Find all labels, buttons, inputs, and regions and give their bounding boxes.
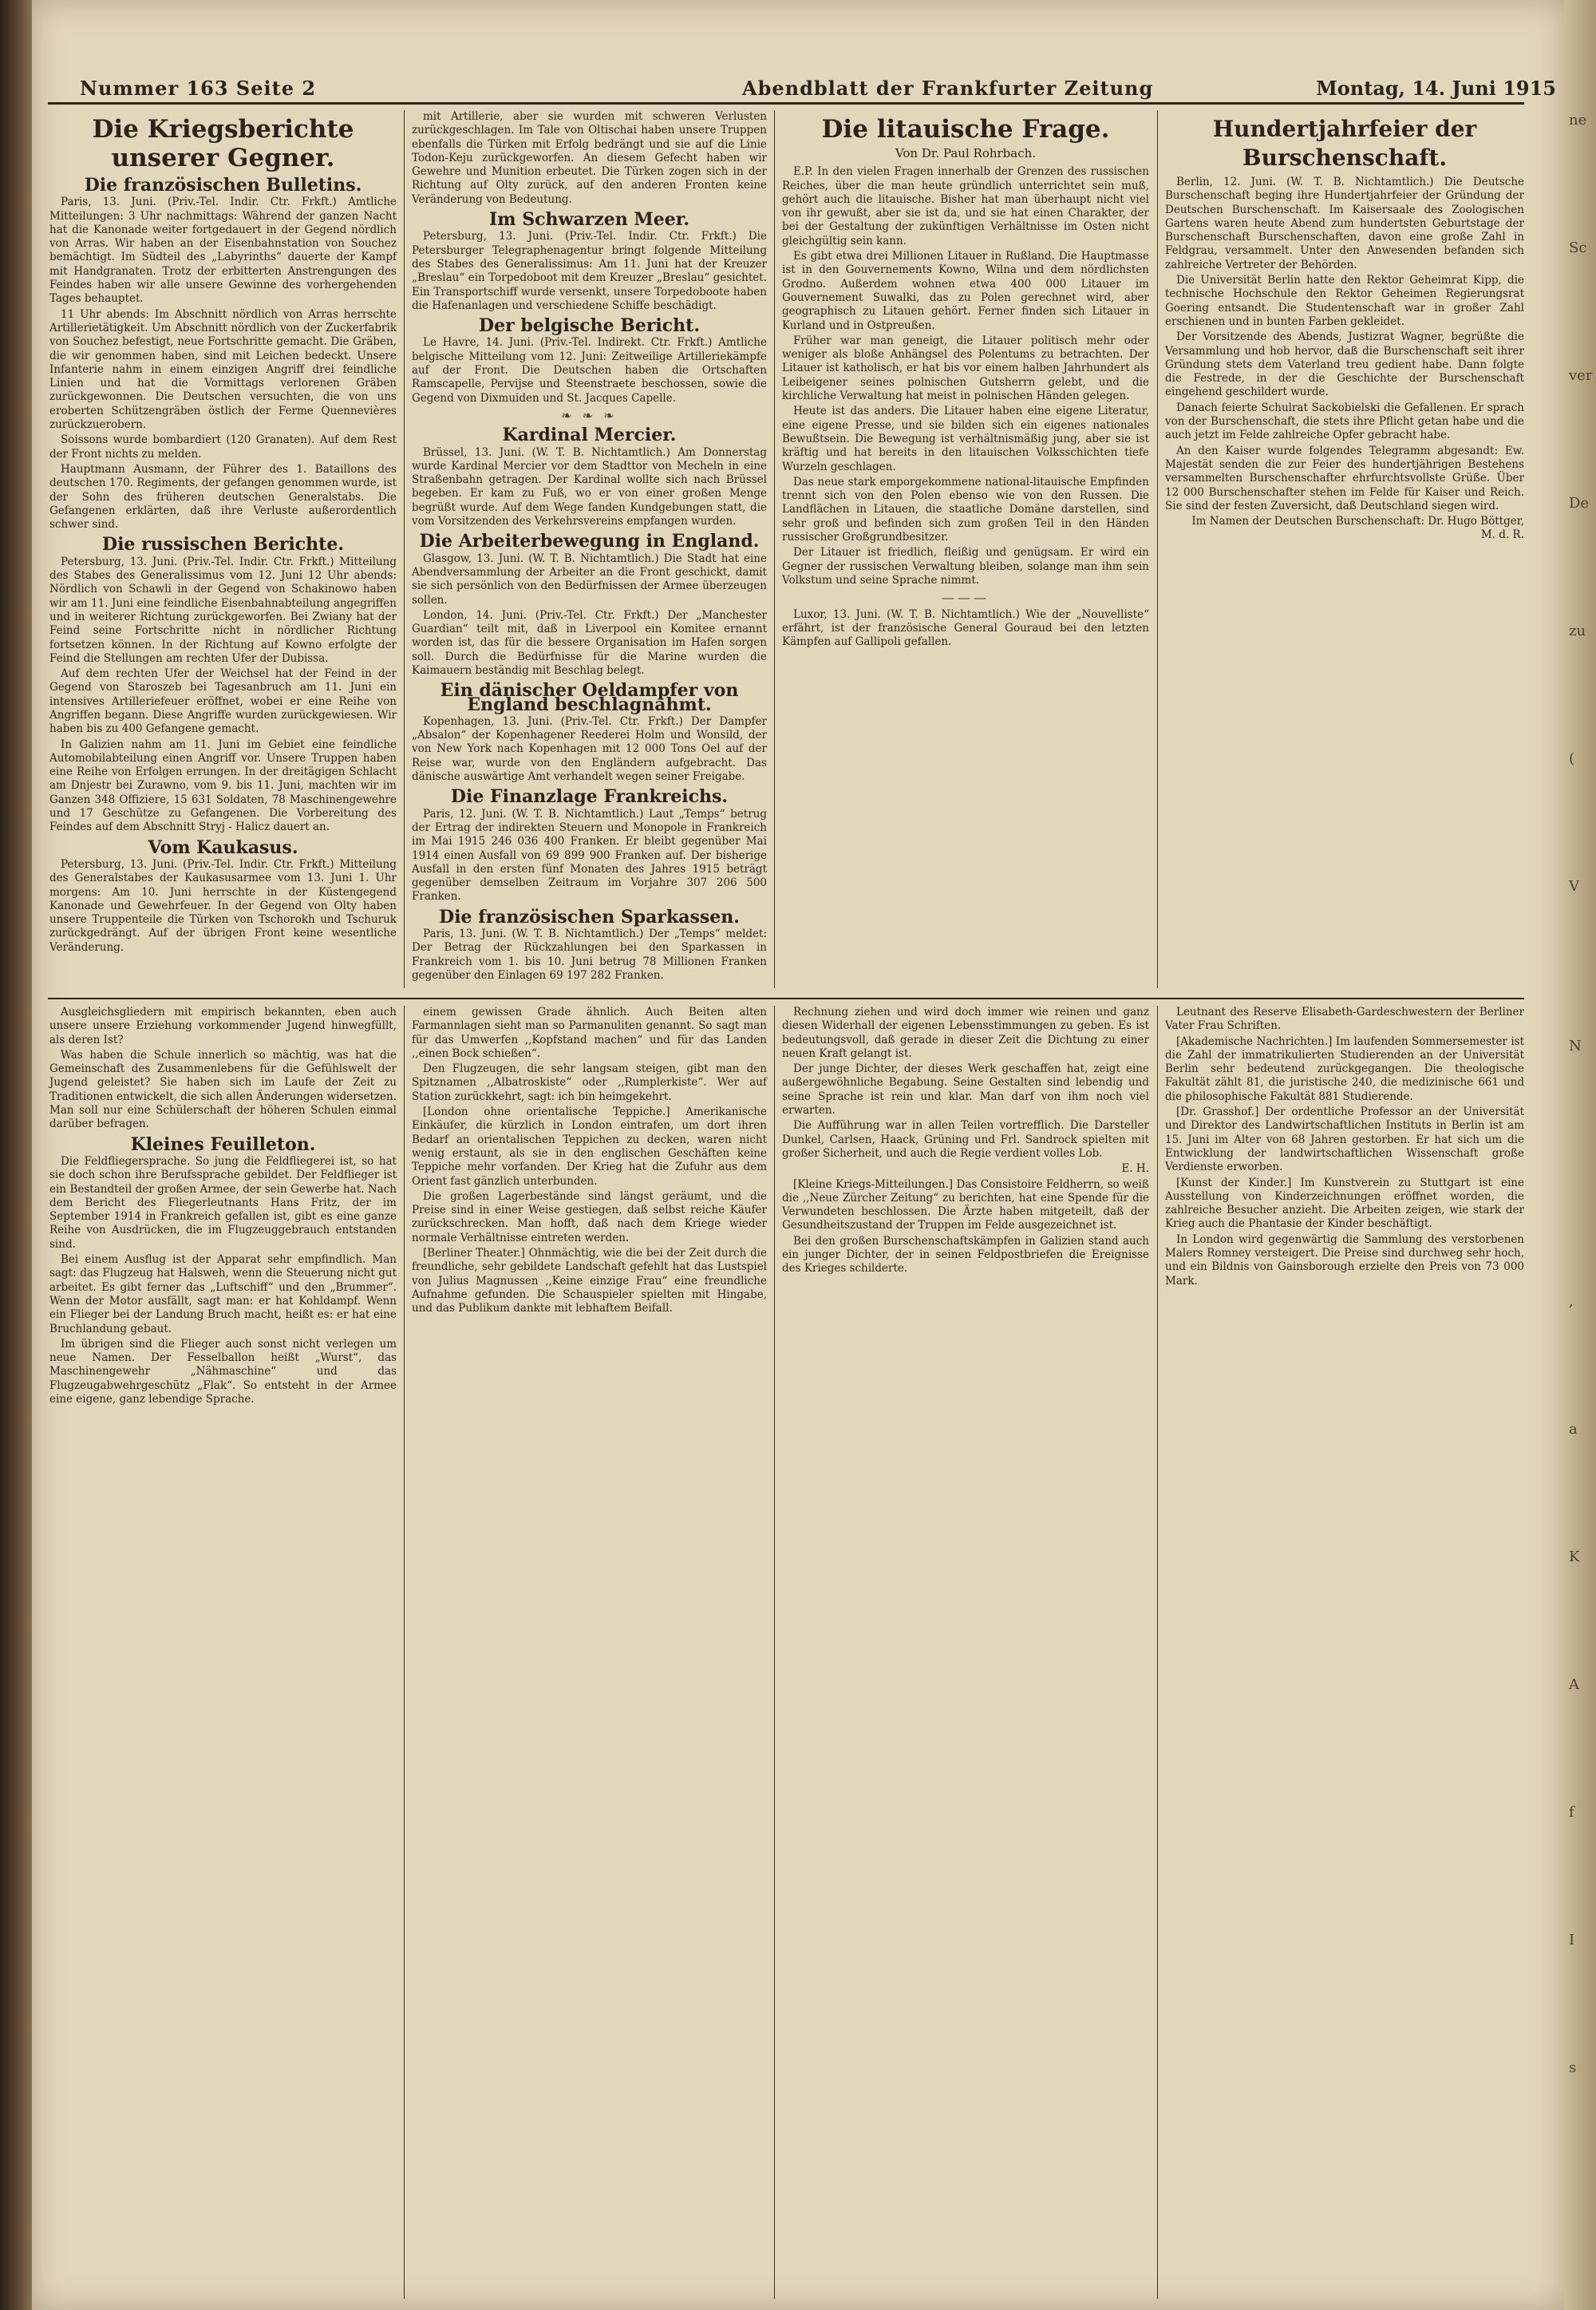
- feuilleton-column-2: [412, 1006, 767, 1318]
- feuilleton-column-3: [782, 1006, 1149, 1278]
- signature: E. H.: [1121, 1162, 1149, 1176]
- edge-text-fragment: K: [1569, 1549, 1580, 1565]
- paragraph: Hauptmann Ausmann, der Führer des 1. Bataillons des deutschen 170. Regiments, der gefangen genommen wurde, ist der Sohn des früheren deutschen Generalstabs. Die Gefangenen erklärten, daß ihre Verluste außerordentlich schwer sind.: [49, 462, 397, 532]
- column-divider: [404, 110, 405, 988]
- feuilleton-column-4: [1165, 1006, 1524, 1290]
- paragraph: Die Feldfliegersprache. So jung die Feldfliegerei ist, so hat sie doch schon ihre Berufssprache gebildet. Der Feldflieger ist ein Bestandteil der großen Armee, der sein Gewerbe hat. Nach dem Bericht des Fliegerleutnants Hans Fritz, der im September 1914 in Frankreich gefallen ist, gibt es eine ganze Reihe von Ausdrücken, die im Flugzeuggebrauch entstanden sind.: [49, 1154, 397, 1251]
- edge-text-fragment: N: [1569, 1038, 1582, 1054]
- paragraph: An den Kaiser wurde folgendes Telegramm abgesandt: Ew. Majestät senden die zur Feier des hundertjährigen Bestehens versammelten Burschenschafter ehrfurchtsvollste Grüße. Über 12 000 Burschenschafter stehen im Felde für Kaiser und Reich. Sie sind der festen Zuversicht, daß Deutschland siegen wird.: [1165, 444, 1524, 512]
- paragraph: [Dr. Grasshof.] Der ordentliche Professor an der Universität und Direktor des Landwirtschaftlichen Instituts in Berlin ist am 15. Juni im Alter von 68 Jahren gestorben. Er hat sich um die Entwicklung der landwirtschaftlichen Wissenschaft große Verdienste erworben.: [1165, 1106, 1524, 1174]
- paragraph: [London ohne orientalische Teppiche.] Amerikanische Einkäufer, die kürzlich in London eintrafen, um dort ihren Bedarf an orientalischen Teppichen zu decken, waren nicht wenig erstaunt, als sie in den englischen Geschäften keine Teppiche mehr vorfanden. Der Krieg hat die Zufuhr aus dem Orient fast gänzlich unterbunden.: [412, 1106, 767, 1188]
- section-heading: Kardinal Mercier.: [502, 425, 677, 446]
- section-heading: Im Schwarzen Meer.: [488, 209, 689, 231]
- author-byline: Von Dr. Paul Rohrbach.: [895, 146, 1037, 160]
- paragraph: Auf dem rechten Ufer der Weichsel hat der Feind in der Gegend von Staroszeb bei Tagesanbruch am 11. Juni ein intensives Artilleriefeuer eröffnet, wobei er eine Reihe von Angriffen begann. Diese Angriffe wurden zurückgewiesen. Wir haben bis zu 400 Gefangene gemacht.: [49, 667, 397, 736]
- section-heading: Ein dänischer Oeldampfer von England beschlagnahmt.: [440, 680, 739, 715]
- paragraph: Danach feierte Schulrat Sackobielski die Gefallenen. Er sprach von der Burschenschaft, die stets ihre Pflicht getan habe und die auch jetzt im Felde zahlreiche Opfer gebracht habe.: [1165, 401, 1524, 442]
- section-heading: Die Arbeiterbewegung in England.: [419, 531, 760, 552]
- column-war-reports: [49, 110, 397, 956]
- paragraph: einem gewissen Grade ähnlich. Auch Beiten alten Farmannlagen sieht man so Parmanuliten genannt. So sagt man für das Umwerfen ,,Kopfstand machen“ und für das Landen ,,einen Bock schießen“.: [412, 1006, 767, 1060]
- paragraph: Brüssel, 13. Juni. (W. T. B. Nichtamtlich.) Am Donnerstag wurde Kardinal Mercier vor dem Stadttor von Mecheln in eine Straßenbahn getragen. Der Kardinal wollte sich nach Brüssel begeben. Er kam zu Fuß, wo er von einer großen Menge begrüßt wurde. Auf dem Wege fanden Kundgebungen statt, die vom Vorsitzenden des Verkehrsvereins empfangen wurden.: [412, 445, 767, 528]
- newspaper-title: Abendblatt der Frankfurter Zeitung: [742, 77, 1154, 100]
- section-heading: Der belgische Bericht.: [479, 315, 700, 337]
- paragraph: Heute ist das anders. Die Litauer haben eine eigene Literatur, eine eigene Presse, und sie bilden sich ein eigenes nationales Bewußtsein. Die Bewegung ist verhältnismäßig jung, aber sie ist kräftig und hat bereits in den litauischen Volksschichten tiefe Wurzeln geschlagen.: [782, 405, 1149, 473]
- article-headline: Die litauische Frage.: [821, 115, 1110, 144]
- section-heading: Die Finanzlage Frankreichs.: [450, 786, 729, 808]
- paragraph: Leutnant des Reserve Elisabeth-Gardeschwestern der Berliner Vater Frau Schriften.: [1165, 1006, 1524, 1033]
- page-number: Nummer 163 Seite 2: [80, 77, 317, 100]
- paragraph: Petersburg, 13. Juni. (Priv.-Tel. Indir. Ctr. Frkft.) Mitteilung des Stabes des Generalissimus vom 12. Juni 12 Uhr abends: Nördlich von Schawli in der Gegend von Schakinowo haben wir am 11. Juni eine feindliche Eisenbahnabteilung angegriffen und in weiterer Richtung zurückgeworfen. Bei Zwiany hat der Feind seine Fortschritte nicht in nördlicher Richtung fortsetzen können. In der Richtung auf Kowno erfolgte der Feind die Stellungen am rechten Ufer der Dubissa.: [49, 555, 397, 665]
- paragraph: Rechnung ziehen und wird doch immer wie reinen und ganz diesen Widerhall der eigenen Lebensstimmungen zu geben. Es ist bedeutungsvoll, daß gerade in dieser Zeit die Dichtung zu einer neuen Kraft gelangt ist.: [782, 1006, 1149, 1060]
- paragraph: Paris, 12. Juni. (W. T. B. Nichtamtlich.) Laut „Temps“ betrug der Ertrag der indirekten Steuern und Monopole in Frankreich im Mai 1915 246 036 400 Franken. Er bleibt gegenüber Mai 1914 einen Ausfall von 69 899 900 Franken auf. Der bisherige Ausfall in den ersten fünf Monaten des Jahres 1915 beträgt gegenüber demselben Zeitraum im Vorjahre 307 206 500 Franken.: [412, 807, 767, 904]
- paragraph: Was haben die Schule innerlich so mächtig, was hat die Gemeinschaft des Zusammenlebens für die Gefühlswelt der Jugend geleistet? Sie haben sich im Laufe der Zeit zu Traditionen entwickelt, die sich allen Änderungen widersetzen. Man soll nur eine Schülerschaft der höheren Schulen einmal darüber befragen.: [49, 1048, 397, 1131]
- edge-text-fragment: ne: [1569, 112, 1587, 129]
- column-lithuanian-question: [782, 110, 1149, 651]
- newspaper-page: [32, 0, 1564, 2310]
- paragraph: Den Flugzeugen, die sehr langsam steigen, gibt man den Spitznamen ,,Albatroskiste“ oder ,,Rumplerkiste“. Wer auf Station zurückkehrt, sagt: ich bin heimgekehrt.: [412, 1062, 767, 1103]
- edge-text-fragment: a: [1569, 1421, 1578, 1438]
- paragraph: Die Aufführung war in allen Teilen vortrefflich. Die Darsteller Dunkel, Carlsen, Haack, Grüning und Frl. Sandrock spielten mit großer Sicherheit, und auch die Regie verdient volles Lob.: [782, 1119, 1149, 1160]
- paragraph: Der Litauer ist friedlich, fleißig und genügsam. Er wird ein Gegner der russischen Verwaltung bleiben, solange man ihm sein Volkstum und seine Sprache nimmt.: [782, 546, 1149, 587]
- ornament-divider: ———: [942, 590, 990, 606]
- edge-text-fragment: (: [1569, 750, 1575, 767]
- paragraph: Glasgow, 13. Juni. (W. T. B. Nichtamtlich.) Die Stadt hat eine Abendversammlung der Arbeiter an die Front geschickt, damit sie sich persönlich von den Bedürfnissen der Armee überzeugen sollen.: [412, 552, 767, 607]
- paragraph: Der Vorsitzende des Abends, Justizrat Wagner, begrüßte die Versammlung und hob hervor, daß die Burschenschaft seit ihrer Gründung stets dem Vaterland treu gedient habe. Dann folgte die Festrede, in der die Geschichte der Burschenschaft eingehend geschildert wurde.: [1165, 330, 1524, 399]
- paragraph: Petersburg, 13. Juni. (Priv.-Tel. Indir. Ctr. Frkft.) Mitteilung des Generalstabes der Kaukasusarmee vom 13. Juni 1. Uhr morgens: Am 10. Juni herrschte in der Küstengegend Kanonade und Gewehrfeuer. In der Gegend von Olty haben unsere Truppenteile die Türken von Tschorokh und Tschuruk zurückgedrängt. Auf der übrigen Front keine wesentliche Veränderung.: [49, 857, 397, 954]
- section-heading: Die französischen Sparkassen.: [439, 906, 740, 928]
- column-news: [412, 110, 767, 984]
- paragraph: mit Artillerie, aber sie wurden mit schweren Verlusten zurückgeschlagen. Im Tale von Oltischai haben unsere Truppen ebenfalls die Türken mit Erfolg bedrängt und sie auf die Linie Todon-Keju zurückgeworfen. An diesem Gefecht haben wir Gewehre und Munition erbeutet. Die Türken zogen sich in der Richtung auf Olty zurück, auf den anderen Fronten keine Veränderung von Bedeutung.: [412, 110, 767, 206]
- feuilleton-column-1: [49, 1006, 397, 1408]
- column-burschenschaft: [1165, 110, 1524, 544]
- paragraph: Luxor, 13. Juni. (W. T. B. Nichtamtlich.) Wie der „Nouvelliste“ erfährt, ist der französische General Gouraud bei den letzten Kämpfen auf Gallipoli gefallen.: [782, 607, 1149, 649]
- issue-date: Montag, 14. Juni 1915: [1316, 77, 1556, 100]
- header-rule: [48, 102, 1524, 105]
- paragraph: In Galizien nahm am 11. Juni im Gebiet eine feindliche Automobilabteilung einen Angriff vor. Unsere Truppen haben eine Reihe von Erfolgen errungen. In der dreitägigen Schlacht am Dnjestr bei Zurawno, vom 9. bis 11. Juni, machten wir im Ganzen 348 Offiziere, 15 631 Soldaten, 78 Maschinengewehre und 17 Geschütze zu Gefangenen. Die Vorbereitung des Feindes auf dem Abschnitt Stryj - Halicz dauert an.: [49, 738, 397, 834]
- paragraph: Das neue stark emporgekommene national-litauische Empfinden trennt sich von den Polen ebenso wie von den Russen. Die Landflächen in Litauen, die staatliche Domäne darstellen, sind sehr groß und befinden sich zum großen Teil in den Händen russischer Großgrundbesitzer.: [782, 475, 1149, 544]
- section-heading: Vom Kaukasus.: [148, 837, 298, 858]
- article-headline: Die Kriegsberichte unserer Gegner.: [92, 115, 354, 172]
- masthead: [80, 77, 1556, 105]
- paragraph: [Akademische Nachrichten.] Im laufenden Sommersemester ist die Zahl der immatrikulierten Studierenden an der Universität Berlin sehr bedeutend zurückgegangen. Die theologische Fakultät zählt 81, die juristische 240, die medizinische 661 und die philosophische Fakultät 881 Studierende.: [1165, 1034, 1524, 1103]
- paragraph: [Kleine Kriegs-Mitteilungen.] Das Consistoire Feldherrn, so weiß die ,,Neue Zürcher Zeitung“ zu berichten, hat eine Spende für die Verwundeten beschlossen. Die Ärzte haben mitgeteilt, daß der Gesundheitszustand der Truppen im Felde ausgezeichnet ist.: [782, 1177, 1149, 1232]
- edge-text-fragment: V: [1569, 878, 1579, 895]
- edge-text-fragment: s: [1569, 2059, 1577, 2076]
- paragraph: Es gibt etwa drei Millionen Litauer in Rußland. Die Hauptmasse ist in den Gouvernements Kowno, Wilna und dem nördlichsten Grodno. Außerdem wohnen etwa 400 000 Litauer im Gouvernement Suwalki, das zu Polen gerechnet wird, aber geographisch zu Litauen gehört. Ferner finden sich Litauer in Kurland und in Ostpreußen.: [782, 250, 1149, 332]
- paragraph: [Kunst der Kinder.] Im Kunstverein zu Stuttgart ist eine Ausstellung von Kinderzeichnungen eröffnet worden, die zahlreiche Besucher anzieht. Die Arbeiten zeigen, wie stark der Krieg auch die Phantasie der Kinder beschäftigt.: [1165, 1176, 1524, 1231]
- paragraph: [Berliner Theater.] Ohnmächtig, wie die bei der Zeit durch die freundliche, sehr gebildete Landschaft gefehlt hat das Lustspiel von Julius Magnussen ,,Keine einzige Frau“ eine freundliche Aufnahme gefunden. Die Schauspieler spielten mit Hingabe, und das Publikum dankte mit lebhaftem Beifall.: [412, 1247, 767, 1315]
- paragraph: Bei einem Ausflug ist der Apparat sehr empfindlich. Man sagt: das Flugzeug hat Halsweh, wenn die Steuerung nicht gut arbeitet. Es gibt ferner das „Luftschiff“ und den „Brummer“. Wenn der Motor ausfällt, sagt man: er hat Kohldampf. Wenn ein Flieger bei der Landung Bruch macht, heißt es: er hat eine Bruchlandung gebaut.: [49, 1253, 397, 1335]
- paragraph: Früher war man geneigt, die Litauer politisch mehr oder weniger als bloße Anhängsel des Polentums zu betrachten. Der Litauer ist katholisch, er hat bis vor einem halben Jahrhundert als Leibeigener seines polnischen Gutsherrn gelebt, und die kirchliche Verwaltung hat meist in polnischen Händen gelegen.: [782, 334, 1149, 403]
- edge-text-fragment: zu: [1569, 623, 1586, 639]
- edge-text-fragment: De: [1569, 495, 1590, 512]
- paragraph: Paris, 13. Juni. (Priv.-Tel. Indir. Ctr. Frkft.) Amtliche Mitteilungen: 3 Uhr nachmittags: Während der ganzen Nacht hat die Kanonade weiter fortgedauert in der Gegend nördlich von Arras. Wir haben an der Eisenbahnstation von Souchez bemächtigt. Im Südteil des „Labyrinths“ dauerte der Kampf mit Handgranaten. Trotz der erbitterten Anstrengungen des Feindes haben wir alle unsere Gewinne des vorhergehenden Tages behauptet.: [49, 196, 397, 306]
- paragraph: Le Havre, 14. Juni. (Priv.-Tel. Indirekt. Ctr. Frkft.) Amtliche belgische Mitteilung vom 12. Juni: Zeitweilige Artilleriekämpfe auf der Front. Die Deutschen haben die Ortschaften Ramscapelle, Pervijse und Steenstraete beschossen, sowie die Gegend von Dixmuiden und St. Jacques Capelle.: [412, 336, 767, 405]
- paragraph: 11 Uhr abends: Im Abschnitt nördlich von Arras herrschte Artillerietätigkeit. Um Abschnitt nördlich von der Zuckerfabrik von Souchez befestigt, neue Fortschritte gemacht. Die Gräben, die wir genommen haben, sind mit Leichen bedeckt. Unsere Infanterie nahm in einem einzigen Angriff drei feindliche Linien und hat die Vormittags verlorenen Gräben zurückgewonnen. Die Deutschen versuchten, die von uns eroberten Schützengräben östlich der Ferme Quennevières zurückzuerobern.: [49, 307, 397, 432]
- paragraph: London, 14. Juni. (Priv.-Tel. Ctr. Frkft.) Der „Manchester Guardian“ teilt mit, daß in Liverpool ein Komitee ernannt worden ist, das für die bessere Organisation im Hafen sorgen soll. Durch die Bedürfnisse für die Marine wurden die Kaimauern beständig mit Beschlag belegt.: [412, 608, 767, 677]
- paragraph: In London wird gegenwärtig die Sammlung des verstorbenen Malers Romney versteigert. Die Preise sind durchweg sehr hoch, und ein Bildnis von Gainsborough erzielte den Preis von 73 000 Mark.: [1165, 1232, 1524, 1288]
- edge-text-fragment: Sc: [1569, 239, 1587, 256]
- paragraph: Kopenhagen, 13. Juni. (Priv.-Tel. Ctr. Frkft.) Der Dampfer „Absalon“ der Kopenhagener Reederei Holm und Wonsild, der von New York nach Kopenhagen mit 12 000 Tons Oel auf der Reise war, wurde von den Engländern aufgebracht. Das dänische auswärtige Amt verhandelt wegen seiner Freigabe.: [412, 714, 767, 784]
- section-heading: Die russischen Berichte.: [102, 534, 344, 556]
- paragraph: Die großen Lagerbestände sind längst geräumt, und die Preise sind in einer Weise gestiegen, daß selbst reiche Käufer zurückschrecken. Man hofft, daß nach dem Kriege wieder normale Verhältnisse eintreten werden.: [412, 1189, 767, 1244]
- feuilleton-rule: [48, 998, 1524, 999]
- paragraph: Bei den großen Burschenschaftskämpfen in Galizien stand auch ein junger Dichter, der in seinen Feldpostbriefen die Ereignisse des Krieges schilderte.: [782, 1234, 1149, 1276]
- adjacent-page-edge: [1564, 0, 1596, 2310]
- section-heading: Die französischen Bulletins.: [84, 175, 362, 196]
- edge-text-fragment: A: [1569, 1676, 1579, 1693]
- section-heading: Kleines Feuilleton.: [130, 1133, 316, 1155]
- paragraph: Petersburg, 13. Juni. (Priv.-Tel. Indir. Ctr. Frkft.) Die Petersburger Telegraphenagentur bringt folgende Mitteilung des Stabes des Generalissimus: Am 11. Juni hat der Kreuzer „Breslau“ ein Torpedoboot mit dem Kreuzer „Breslau“ gesichtet. Ein Transportschiff wurde versenkt, unsere Torpedoboote haben die Hafenanlagen und verschiedene Schiffe beschädigt.: [412, 230, 767, 312]
- paragraph: Ausgleichsgliedern mit empirisch bekannten, eben auch unsere unsere Erziehung vorkommender Jugend hinwegfüllt, als deren Ist?: [49, 1006, 397, 1046]
- paragraph: Paris, 13. Juni. (W. T. B. Nichtamtlich.) Der „Temps“ meldet: Der Betrag der Rückzahlungen bei den Sparkassen in Frankreich vom 1. bis 10. Juni betrug 78 Millionen Franken gegenüber den Einlagen 69 197 282 Franken.: [412, 928, 767, 982]
- edge-text-fragment: I: [1569, 1932, 1575, 1948]
- edge-text-fragment: ,: [1569, 1293, 1574, 1310]
- signature: Im Namen der Deutschen Burschenschaft: Dr. Hugo Böttger, M. d. R.: [1191, 515, 1524, 542]
- column-divider: [1157, 1006, 1158, 2299]
- ornament-divider: ❧ ❧ ❧: [561, 407, 618, 423]
- paragraph: E.P. In den vielen Fragen innerhalb der Grenzen des russischen Reiches, über die man heute gründlich unterrichtet sein muß, gehört auch die litauische. Bisher hat man überhaupt nicht viel von ihr gewußt, aber sie ist da, und sie hat einen Charakter, der bei der Gestaltung der zukünftigen Verhältnisse im Osten nicht gleichgültig sein kann.: [782, 165, 1149, 247]
- edge-text-fragment: ver: [1569, 367, 1593, 384]
- article-headline: Hundertjahrfeier der Burschenschaft.: [1212, 116, 1477, 171]
- paragraph: Im übrigen sind die Flieger auch sonst nicht verlegen um neue Namen. Der Fesselballon heißt „Wurst“, das Maschinengewehr „Nähmaschine“ und das Flugzeugabwehrgeschütz „Flak“. So entsteht in der Armee eine eigene, ganz lebendige Sprache.: [49, 1337, 397, 1406]
- column-divider: [774, 110, 775, 988]
- paragraph: Der junge Dichter, der dieses Werk geschaffen hat, zeigt eine außergewöhnliche Begabung. Seine Gestalten sind lebendig und seine Sprache ist rein und klar. Man darf von ihm noch viel erwarten.: [782, 1062, 1149, 1117]
- column-divider: [404, 1006, 405, 2299]
- column-divider: [1157, 110, 1158, 988]
- paragraph: Die Universität Berlin hatte den Rektor Geheimrat Kipp, die technische Hochschule den Rektor Geheimen Regierungsrat Goering entsandt. Die Studentenschaft war in großer Zahl erschienen und in bunten Farben gekleidet.: [1165, 274, 1524, 328]
- paragraph: Berlin, 12. Juni. (W. T. B. Nichtamtlich.) Die Deutsche Burschenschaft beging ihre Hundertjahrfeier der Gründung der Deutschen Burschenschaft. Im Kaisersaale des Zoologischen Gartens waren heute Abend zum hundertsten Geburtstage der Burschenschaft Burschenschaften, davon eine große Zahl in Feldgrau, versammelt. Unter den Anwesenden befanden sich zahlreiche Vertreter der Behörden.: [1165, 176, 1524, 271]
- paragraph: Soissons wurde bombardiert (120 Granaten). Auf dem Rest der Front nichts zu melden.: [49, 433, 397, 461]
- edge-text-fragment: f: [1569, 1804, 1574, 1821]
- book-binding: [0, 0, 32, 2310]
- column-divider: [774, 1006, 775, 2299]
